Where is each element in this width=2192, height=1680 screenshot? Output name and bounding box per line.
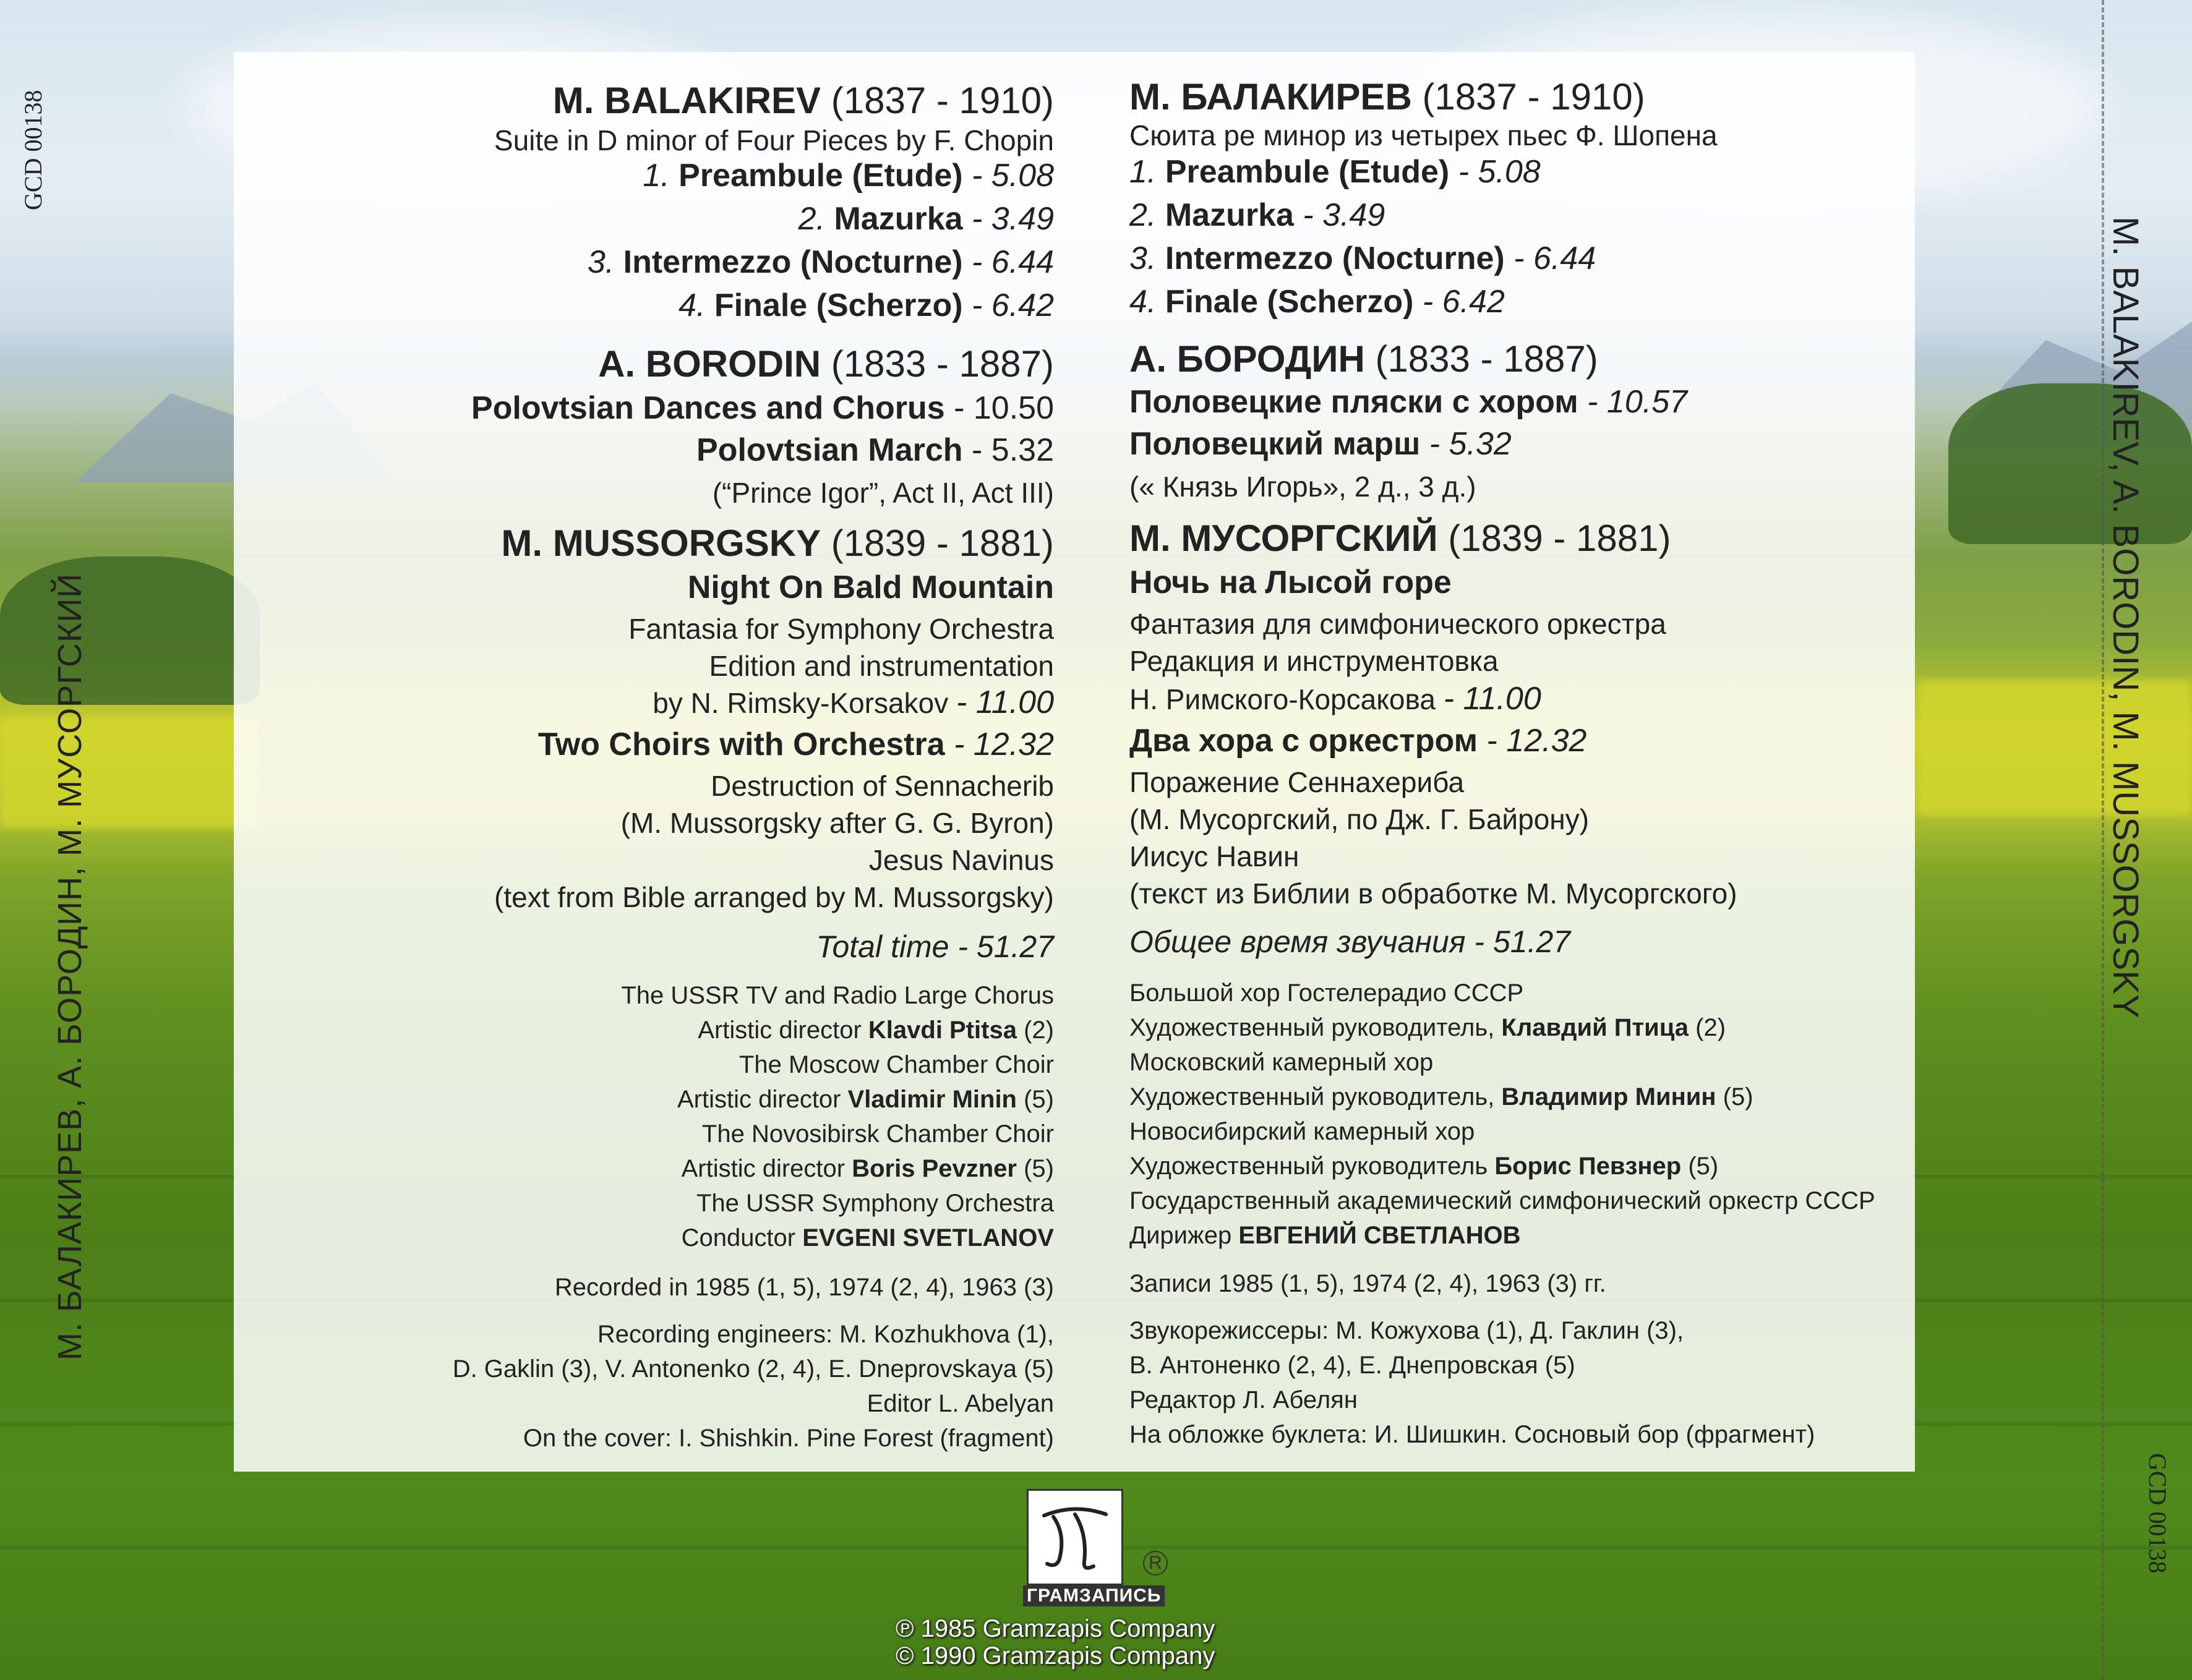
track-title: Finale (Scherzo) — [714, 288, 963, 323]
composer-name: A. BORODIN — [598, 343, 821, 385]
composer-heading — [1129, 75, 1645, 118]
track-title: Intermezzo (Nocturne) — [1165, 241, 1505, 276]
track-line — [798, 200, 1054, 237]
recording-dates: Recorded in 1985 (1, 5), 1974 (2, 4), 1963 (3) — [554, 1274, 1054, 1301]
recording-dates: Записи 1985 (1, 5), 1974 (2, 4), 1963 (3) гг. — [1129, 1270, 1606, 1297]
credit-role: Дирижер — [1129, 1222, 1232, 1249]
work-subtitle: Suite in D minor of Four Pieces by F. Chopin — [494, 124, 1054, 156]
track-duration: - 5.32 — [972, 432, 1054, 468]
track-number: 3. — [1129, 241, 1157, 276]
track-duration: - 12.32 — [1486, 723, 1587, 759]
track-duration: - 5.32 — [1429, 426, 1512, 462]
spine-right-catalog-code: GCD 00138 — [2144, 1453, 2172, 1574]
credit-line: Московский камерный хор — [1129, 1049, 1434, 1076]
track-title: Finale (Scherzo) — [1165, 284, 1414, 320]
track-line — [643, 157, 1054, 194]
track-line — [1129, 153, 1541, 190]
track-line — [1129, 283, 1505, 320]
tree-line — [1948, 383, 2192, 544]
rapeseed-field — [1917, 680, 2192, 816]
track-duration: - 6.44 — [972, 244, 1054, 280]
track-title: Intermezzo (Nocturne) — [623, 244, 963, 280]
composer-name: А. БОРОДИН — [1129, 338, 1365, 380]
track-title: Two Choirs with Orchestra — [537, 727, 945, 762]
credit-track-ref: (5) — [1688, 1153, 1719, 1180]
track-line — [688, 569, 1054, 606]
credit-person: Владимир Минин — [1501, 1083, 1716, 1111]
credit-person: Boris Pevzner — [852, 1155, 1017, 1182]
credit-track-ref: (2) — [1024, 1017, 1054, 1044]
track-number: 4. — [1129, 284, 1157, 320]
credit-person: Klavdi Ptitsa — [868, 1017, 1017, 1044]
track-line — [1129, 383, 1687, 420]
credit-line: The Moscow Chamber Choir — [739, 1051, 1054, 1078]
spine-right-title: M. BALAKIREV, A. BORODIN, M. MUSSORGSKY — [2105, 216, 2146, 1018]
track-line — [1129, 240, 1596, 277]
track-title: Два хора с оркестром — [1129, 723, 1478, 759]
engineers-line: D. Gaklin (3), V. Antonenko (2, 4), E. Dneprovskaya (5) — [452, 1355, 1054, 1383]
track-line — [471, 390, 1054, 427]
credit-line: The USSR Symphony Orchestra — [696, 1190, 1054, 1217]
credit-line: The USSR TV and Radio Large Chorus — [621, 982, 1054, 1009]
track-duration: - 10.50 — [954, 390, 1054, 426]
track-line — [1129, 680, 1541, 717]
cover-credit: On the cover: I. Shishkin. Pine Forest (fragment) — [523, 1425, 1054, 1452]
track-duration: - 6.42 — [1422, 284, 1505, 320]
work-subtitle: Destruction of Sennacherib — [711, 770, 1054, 802]
track-duration: - 11.00 — [1443, 681, 1541, 717]
composer-heading — [1129, 338, 1598, 380]
composer-name: M. BALAKIREV — [552, 80, 821, 121]
credit-line — [1129, 1153, 1718, 1180]
spine-left-title: М. БАЛАКИРЕВ, А. БОРОДИН, М. МУСОРГСКИЙ — [51, 573, 88, 1360]
credit-person: Борис Певзнер — [1494, 1153, 1682, 1180]
logo-label: ГРАМЗАПИСЬ — [1023, 1585, 1165, 1606]
track-duration: - 6.42 — [972, 288, 1054, 323]
engineers-line: Recording engineers: M. Kozhukhova (1), — [597, 1321, 1054, 1348]
work-subtitle: Jesus Navinus — [868, 844, 1054, 876]
credit-track-ref: (5) — [1024, 1086, 1054, 1113]
track-line — [653, 684, 1054, 721]
credit-role: Conductor — [681, 1224, 796, 1251]
credit-line: Большой хор Гостелерадио СССР — [1129, 979, 1524, 1007]
track-duration: - 12.32 — [954, 727, 1054, 762]
copyright-line: © 1990 Gramzapis Company — [896, 1642, 1215, 1669]
track-line — [538, 726, 1054, 763]
track-duration: - 3.49 — [972, 201, 1054, 237]
track-title: Mazurka — [1165, 197, 1294, 233]
work-subtitle: Сюита ре минор из четырех пьес Ф. Шопена — [1129, 119, 1718, 151]
track-number: 2. — [798, 201, 826, 237]
composer-heading — [501, 522, 1054, 565]
composer-years: (1833 - 1887) — [831, 343, 1054, 385]
composer-name: M. MUSSORGSKY — [501, 522, 821, 564]
credit-line: Государственный академический симфонический оркестр СССР — [1129, 1187, 1875, 1214]
total-time — [816, 929, 1055, 965]
credit-line — [677, 1086, 1054, 1114]
track-title: Polovtsian Dances and Chorus — [471, 390, 945, 426]
track-line — [1129, 722, 1586, 759]
composer-heading — [1129, 517, 1671, 560]
track-line — [1129, 564, 1452, 601]
spine-fold-line — [2102, 0, 2104, 1680]
composer-heading — [598, 343, 1054, 385]
track-line — [679, 287, 1054, 324]
credit-role: Artistic director — [698, 1017, 862, 1044]
work-subtitle: Edition and instrumentation — [709, 650, 1054, 682]
track-number: 1. — [643, 158, 670, 194]
cover-credit: На обложке буклета: И. Шишкин. Сосновый бор (фрагмент) — [1129, 1421, 1815, 1448]
work-subtitle: Иисус Навин — [1129, 840, 1299, 872]
track-number: 3. — [587, 244, 615, 280]
credit-line — [698, 1017, 1054, 1044]
track-line — [696, 432, 1054, 469]
credit-line — [682, 1224, 1054, 1252]
composer-years: (1833 - 1887) — [1375, 338, 1598, 380]
track-title: Mazurka — [834, 201, 963, 237]
work-note: (M. Mussorgsky after G. G. Byron) — [620, 807, 1054, 839]
credit-line — [1129, 1014, 1726, 1042]
total-time-label: Общее время звучания — [1129, 924, 1466, 959]
work-note: (« Князь Игорь», 2 д., 3 д.) — [1129, 471, 1476, 503]
total-time — [1129, 924, 1570, 960]
credit-track-ref: (2) — [1695, 1014, 1726, 1041]
work-note: (“Prince Igor”, Act II, Act III) — [712, 477, 1054, 509]
editor-line: Редактор Л. Абелян — [1129, 1386, 1358, 1414]
tree-line — [0, 556, 260, 705]
work-subtitle: Фантазия для симфонического оркестра — [1129, 608, 1666, 640]
track-title: Preambule (Etude) — [679, 158, 963, 194]
track-line — [588, 244, 1054, 281]
credit-person: ЕВГЕНИЙ СВЕТЛАНОВ — [1238, 1222, 1521, 1249]
track-duration: - 3.49 — [1303, 197, 1385, 233]
work-subtitle: Fantasia for Symphony Orchestra — [628, 613, 1054, 645]
work-subtitle: Поражение Сеннахериба — [1129, 766, 1465, 798]
credit-role: Художественный руководитель — [1129, 1153, 1488, 1180]
track-duration: - 6.44 — [1513, 241, 1596, 276]
credit-person: Клавдий Птица — [1501, 1014, 1689, 1041]
credit-role: Художественный руководитель, — [1129, 1014, 1495, 1041]
credit-line: Новосибирский камерный хор — [1129, 1118, 1475, 1145]
gramzapis-logo — [1027, 1489, 1174, 1604]
track-line — [1129, 425, 1512, 463]
credit-line: The Novosibirsk Chamber Choir — [701, 1120, 1054, 1148]
work-note: (текст из Библии в обработке М. Мусоргского) — [1129, 877, 1737, 910]
spine-left-catalog-code: GCD 00138 — [19, 90, 47, 210]
registered-mark-icon: R — [1143, 1551, 1168, 1576]
composer-years: (1839 - 1881) — [1448, 518, 1671, 559]
track-duration: - 5.08 — [1458, 154, 1541, 190]
track-number: 2. — [1129, 197, 1157, 233]
credit-role: Artistic director — [681, 1155, 846, 1182]
editor-line: Editor L. Abelyan — [867, 1390, 1054, 1417]
work-note: (text from Bible arranged by M. Mussorgsky) — [494, 881, 1054, 913]
work-note: (М. Мусоргский, по Дж. Г. Байрону) — [1129, 803, 1590, 835]
track-line — [1129, 197, 1385, 234]
total-time-value: - 51.27 — [1474, 924, 1571, 959]
credit-track-ref: (5) — [1024, 1155, 1054, 1182]
track-title: Polovtsian March — [696, 432, 963, 468]
track-title: Ночь на Лысой горе — [1129, 565, 1452, 600]
composer-years: (1837 - 1910) — [1422, 76, 1645, 117]
track-duration: - 5.08 — [972, 158, 1054, 194]
credit-line — [682, 1155, 1054, 1183]
engineers-line: Звукорежиссеры: М. Кожухова (1), Д. Гаклин (3), — [1129, 1317, 1684, 1344]
track-number: 1. — [1129, 154, 1157, 190]
composer-years: (1837 - 1910) — [831, 80, 1054, 121]
engineers-line: В. Антоненко (2, 4), Е. Днепровская (5) — [1129, 1352, 1575, 1379]
credit-line — [1129, 1222, 1521, 1250]
track-number: 4. — [679, 288, 706, 323]
work-subtitle: Н. Римского-Корсакова — [1129, 683, 1436, 715]
total-time-label: Total time — [816, 929, 949, 964]
track-title: Night On Bald Mountain — [687, 569, 1054, 605]
tracklist-panel — [234, 52, 1915, 1472]
credit-role: Художественный руководитель, — [1129, 1083, 1495, 1111]
credit-person: Vladimir Minin — [847, 1086, 1017, 1113]
credit-line — [1129, 1083, 1753, 1111]
track-title: Preambule (Etude) — [1165, 154, 1450, 190]
credit-role: Artistic director — [677, 1086, 841, 1113]
composer-name: М. БАЛАКИРЕВ — [1129, 76, 1412, 117]
credit-track-ref: (5) — [1723, 1083, 1753, 1111]
track-title: Половецкие пляски с хором — [1129, 384, 1578, 420]
composer-heading — [553, 79, 1054, 122]
credit-person: EVGENI SVETLANOV — [802, 1224, 1054, 1251]
gramzapis-logo-icon — [1027, 1489, 1123, 1585]
track-title: Половецкий марш — [1129, 426, 1421, 462]
composer-name: М. МУСОРГСКИЙ — [1129, 518, 1438, 559]
work-subtitle: by N. Rimsky-Korsakov — [653, 687, 949, 719]
track-duration: - 10.57 — [1587, 384, 1688, 420]
total-time-value: - 51.27 — [957, 929, 1054, 964]
composer-years: (1839 - 1881) — [831, 522, 1054, 564]
work-subtitle: Редакция и инструментовка — [1129, 645, 1499, 677]
track-duration: - 11.00 — [956, 684, 1054, 720]
rapeseed-field — [0, 717, 260, 829]
phonogram-copyright: ℗ 1985 Gramzapis Company — [896, 1615, 1215, 1642]
